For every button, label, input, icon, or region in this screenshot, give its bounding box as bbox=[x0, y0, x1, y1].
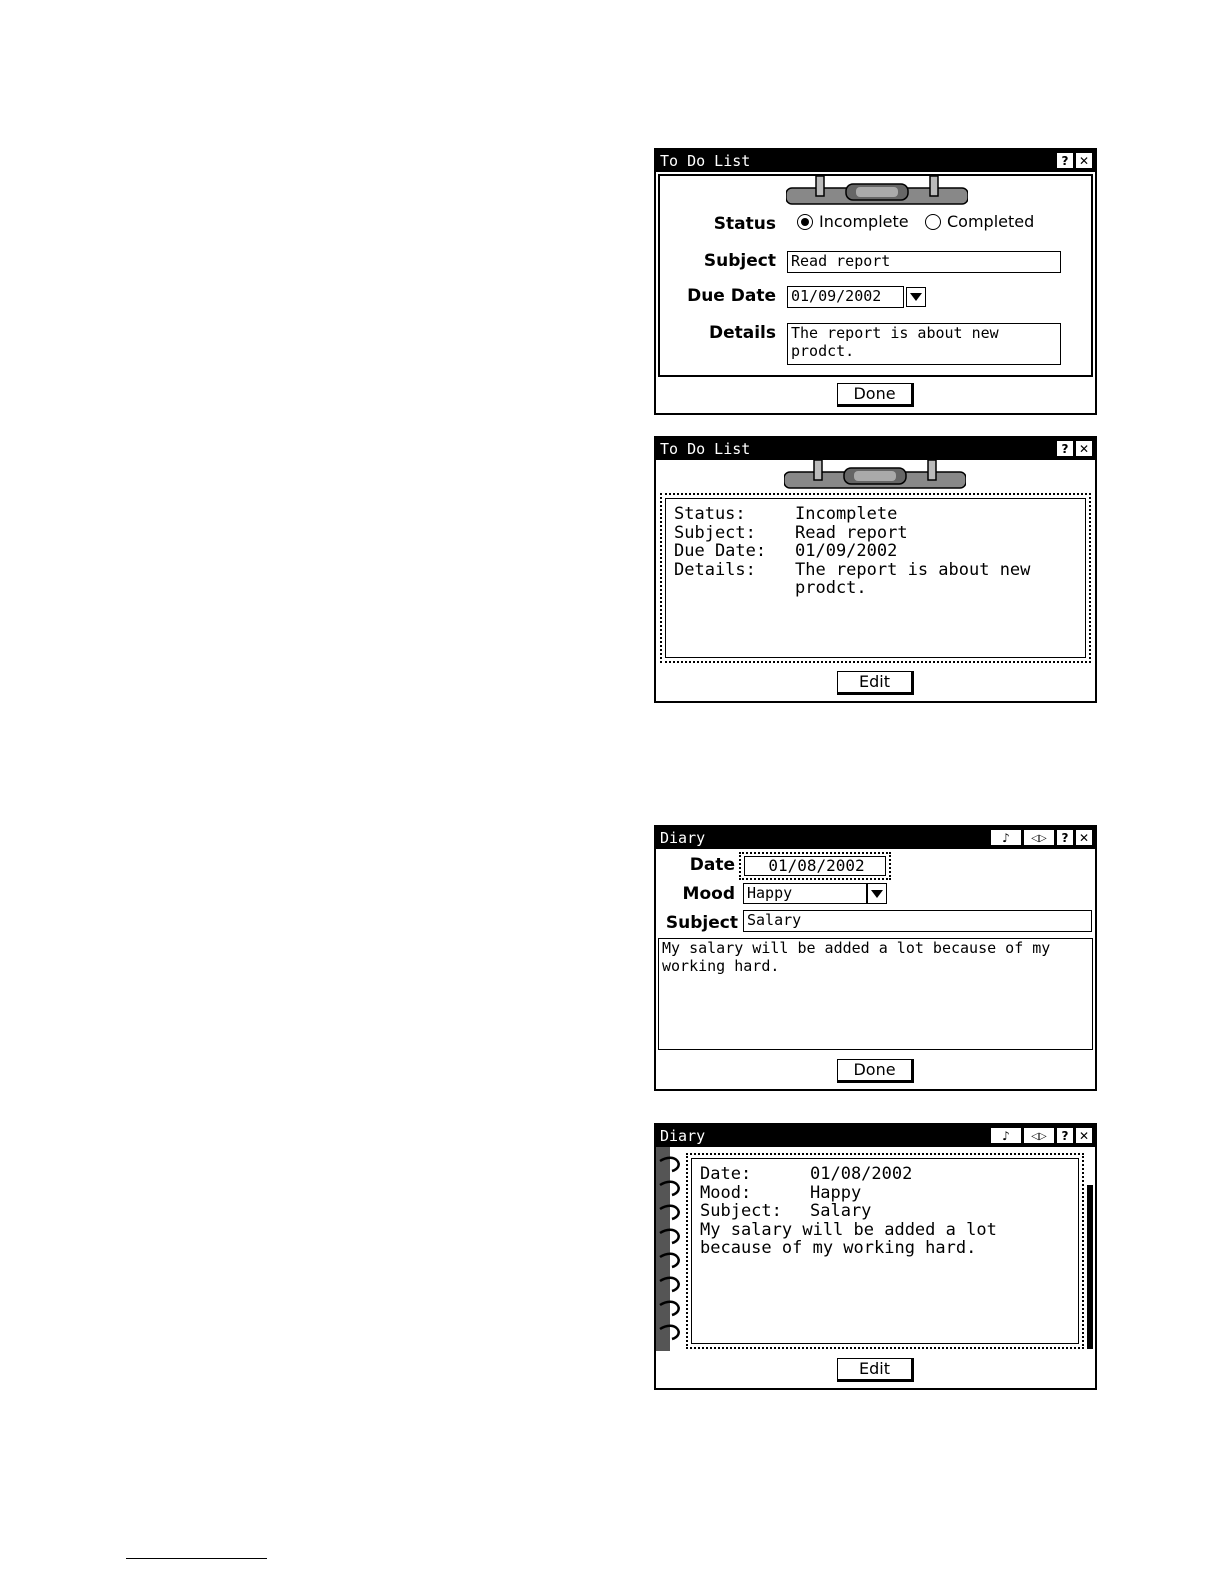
radio-unchecked-icon bbox=[925, 214, 941, 230]
diary-body-textarea[interactable]: My salary will be added a lot because of my working hard. bbox=[658, 938, 1093, 1050]
view-row-mood: Mood: Happy bbox=[700, 1182, 862, 1203]
help-button[interactable]: ? bbox=[1057, 153, 1073, 168]
done-button[interactable]: Done bbox=[837, 383, 914, 407]
radio-checked-icon bbox=[797, 214, 813, 230]
clipboard-clip-icon bbox=[784, 460, 966, 490]
status-incomplete-radio[interactable] bbox=[797, 212, 909, 231]
footnote-divider bbox=[126, 1558, 267, 1559]
details-label: Details bbox=[708, 323, 776, 343]
todo-edit-titlebar bbox=[656, 150, 1095, 172]
diary-view-title: Diary bbox=[660, 1127, 706, 1145]
view-row-date: Date: 01/08/2002 bbox=[700, 1164, 913, 1184]
todo-edit-form bbox=[658, 174, 1093, 377]
date-input[interactable]: 01/08/2002 bbox=[744, 856, 886, 876]
chevron-down-icon bbox=[910, 293, 922, 301]
todo-edit-title: To Do List bbox=[660, 152, 751, 170]
diary-edit-titlebar bbox=[656, 827, 1095, 849]
todo-edit-window bbox=[654, 148, 1097, 415]
chevron-down-icon bbox=[871, 890, 883, 898]
status-completed-radio[interactable] bbox=[925, 212, 1034, 231]
status-incomplete-label: Incomplete bbox=[819, 212, 909, 231]
todo-view-panel bbox=[660, 493, 1091, 663]
music-note-icon[interactable]: ♪ bbox=[991, 830, 1021, 845]
mood-dropdown-button[interactable] bbox=[867, 883, 887, 904]
prev-next-icon[interactable]: ◁▷ bbox=[1024, 830, 1054, 845]
spiral-binding-icon bbox=[656, 1147, 688, 1351]
subject-input[interactable]: Salary bbox=[743, 910, 1092, 932]
scrollbar[interactable] bbox=[1087, 1185, 1093, 1349]
date-label: Date bbox=[689, 855, 735, 875]
view-row-subject: Subject: Salary bbox=[700, 1201, 872, 1221]
help-button[interactable]: ? bbox=[1057, 830, 1073, 845]
edit-button[interactable]: Edit bbox=[837, 671, 914, 695]
date-field-frame bbox=[739, 852, 891, 880]
mood-select[interactable]: Happy bbox=[743, 883, 867, 904]
help-button[interactable]: ? bbox=[1057, 441, 1073, 456]
prev-next-icon[interactable]: ◁▷ bbox=[1024, 1128, 1054, 1143]
diary-view-body: My salary will be added a lot because of my working hard. bbox=[700, 1219, 997, 1258]
subject-input[interactable]: Read report bbox=[787, 251, 1061, 273]
view-row-details: Details: The report is about new prodct. bbox=[674, 559, 1031, 598]
due-date-input[interactable]: 01/09/2002 bbox=[787, 286, 904, 308]
status-label: Status bbox=[713, 214, 776, 234]
diary-view-window bbox=[654, 1123, 1097, 1390]
close-button[interactable]: ✕ bbox=[1076, 1128, 1092, 1143]
mood-label: Mood bbox=[682, 884, 735, 904]
subject-label: Subject bbox=[703, 251, 776, 271]
close-button[interactable]: ✕ bbox=[1076, 153, 1092, 168]
edit-button[interactable]: Edit bbox=[837, 1358, 914, 1382]
todo-view-window bbox=[654, 436, 1097, 703]
view-row-status: Status: Incomplete bbox=[674, 504, 898, 524]
view-row-due-date: Due Date: 01/09/2002 bbox=[674, 541, 898, 561]
diary-view-panel bbox=[686, 1153, 1084, 1349]
clipboard-clip-icon bbox=[786, 176, 968, 206]
view-row-subject: Subject: Read report bbox=[674, 522, 908, 543]
close-button[interactable]: ✕ bbox=[1076, 441, 1092, 456]
todo-view-titlebar bbox=[656, 438, 1095, 460]
due-date-label: Due Date bbox=[687, 286, 776, 306]
diary-view-titlebar bbox=[656, 1125, 1095, 1147]
done-button[interactable]: Done bbox=[837, 1059, 914, 1083]
todo-view-title: To Do List bbox=[660, 440, 751, 458]
due-date-dropdown-button[interactable] bbox=[906, 287, 926, 307]
diary-edit-window bbox=[654, 825, 1097, 1091]
help-button[interactable]: ? bbox=[1057, 1128, 1073, 1143]
diary-edit-title: Diary bbox=[660, 829, 706, 847]
details-textarea[interactable]: The report is about new prodct. bbox=[787, 323, 1061, 365]
status-completed-label: Completed bbox=[947, 212, 1035, 231]
music-note-icon[interactable]: ♪ bbox=[991, 1128, 1021, 1143]
subject-label: Subject bbox=[665, 913, 738, 933]
close-button[interactable]: ✕ bbox=[1076, 830, 1092, 845]
